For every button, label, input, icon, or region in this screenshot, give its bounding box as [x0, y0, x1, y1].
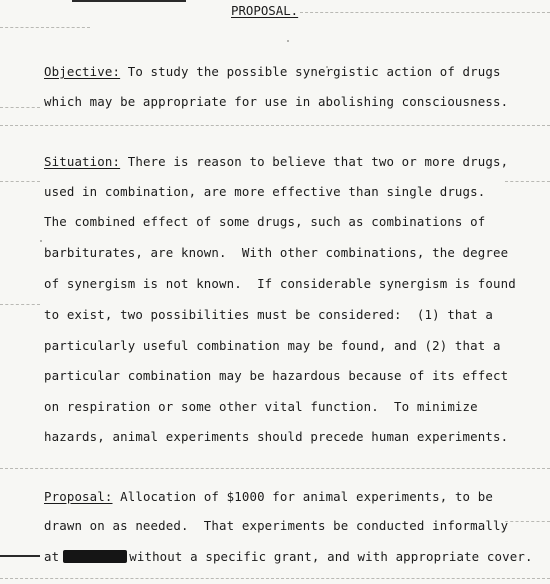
proposal-label: Proposal:	[44, 489, 113, 504]
scan-artifact	[0, 468, 550, 469]
proposal-line-2: drawn on as needed. That experiments be conducted informally	[44, 518, 509, 533]
proposal-line-suffix: without a specific grant, and with appropriate cover.	[129, 549, 533, 564]
scan-artifact	[0, 181, 40, 182]
situation-line-10: hazards, animal experiments should precede human experiments.	[44, 429, 509, 444]
situation-line-4: barbiturates, are known. With other combinations, the degree	[44, 245, 509, 260]
page-title: PROPOSAL.	[231, 3, 299, 18]
objective-line-1	[44, 65, 501, 79]
proposal-line-3	[44, 550, 533, 564]
redaction-bar-top	[72, 0, 186, 2]
scan-artifact	[505, 181, 550, 182]
proposal-line-1	[44, 490, 493, 504]
situation-line-1	[44, 155, 508, 169]
scan-artifact	[0, 27, 90, 28]
situation-line-7: particularly useful combination may be found, and (2) that a	[44, 338, 501, 353]
objective-line-2: which may be appropriate for use in abolishing consciousness.	[44, 94, 509, 109]
scan-artifact	[0, 125, 550, 126]
proposal-text: Allocation of $1000 for animal experiments, to be	[112, 489, 493, 504]
proposal-line-prefix: at	[44, 549, 60, 564]
scan-artifact	[40, 240, 42, 242]
scan-artifact	[0, 107, 40, 108]
redacted-location	[63, 550, 127, 563]
objective-text: To study the possible synergistic action of drugs	[120, 64, 501, 79]
scan-artifact	[0, 304, 40, 305]
situation-line-2: used in combination, are more effective than single drugs.	[44, 184, 486, 199]
scan-artifact	[287, 40, 289, 42]
scan-artifact	[0, 578, 550, 579]
situation-line-3: The combined effect of some drugs, such as combinations of	[44, 214, 486, 229]
situation-line-9: on respiration or some other vital function. To minimize	[44, 399, 478, 414]
objective-label: Objective:	[44, 64, 121, 79]
situation-line-5: of synergism is not known. If considerable synergism is found	[44, 276, 516, 291]
situation-label: Situation:	[44, 154, 121, 169]
situation-line-6: to exist, two possibilities must be considered: (1) that a	[44, 307, 493, 322]
situation-text: There is reason to believe that two or more drugs,	[120, 154, 509, 169]
situation-line-8: particular combination may be hazardous because of its effect	[44, 368, 509, 383]
scan-artifact	[300, 12, 550, 13]
margin-mark	[0, 555, 40, 557]
scan-artifact	[505, 521, 550, 522]
